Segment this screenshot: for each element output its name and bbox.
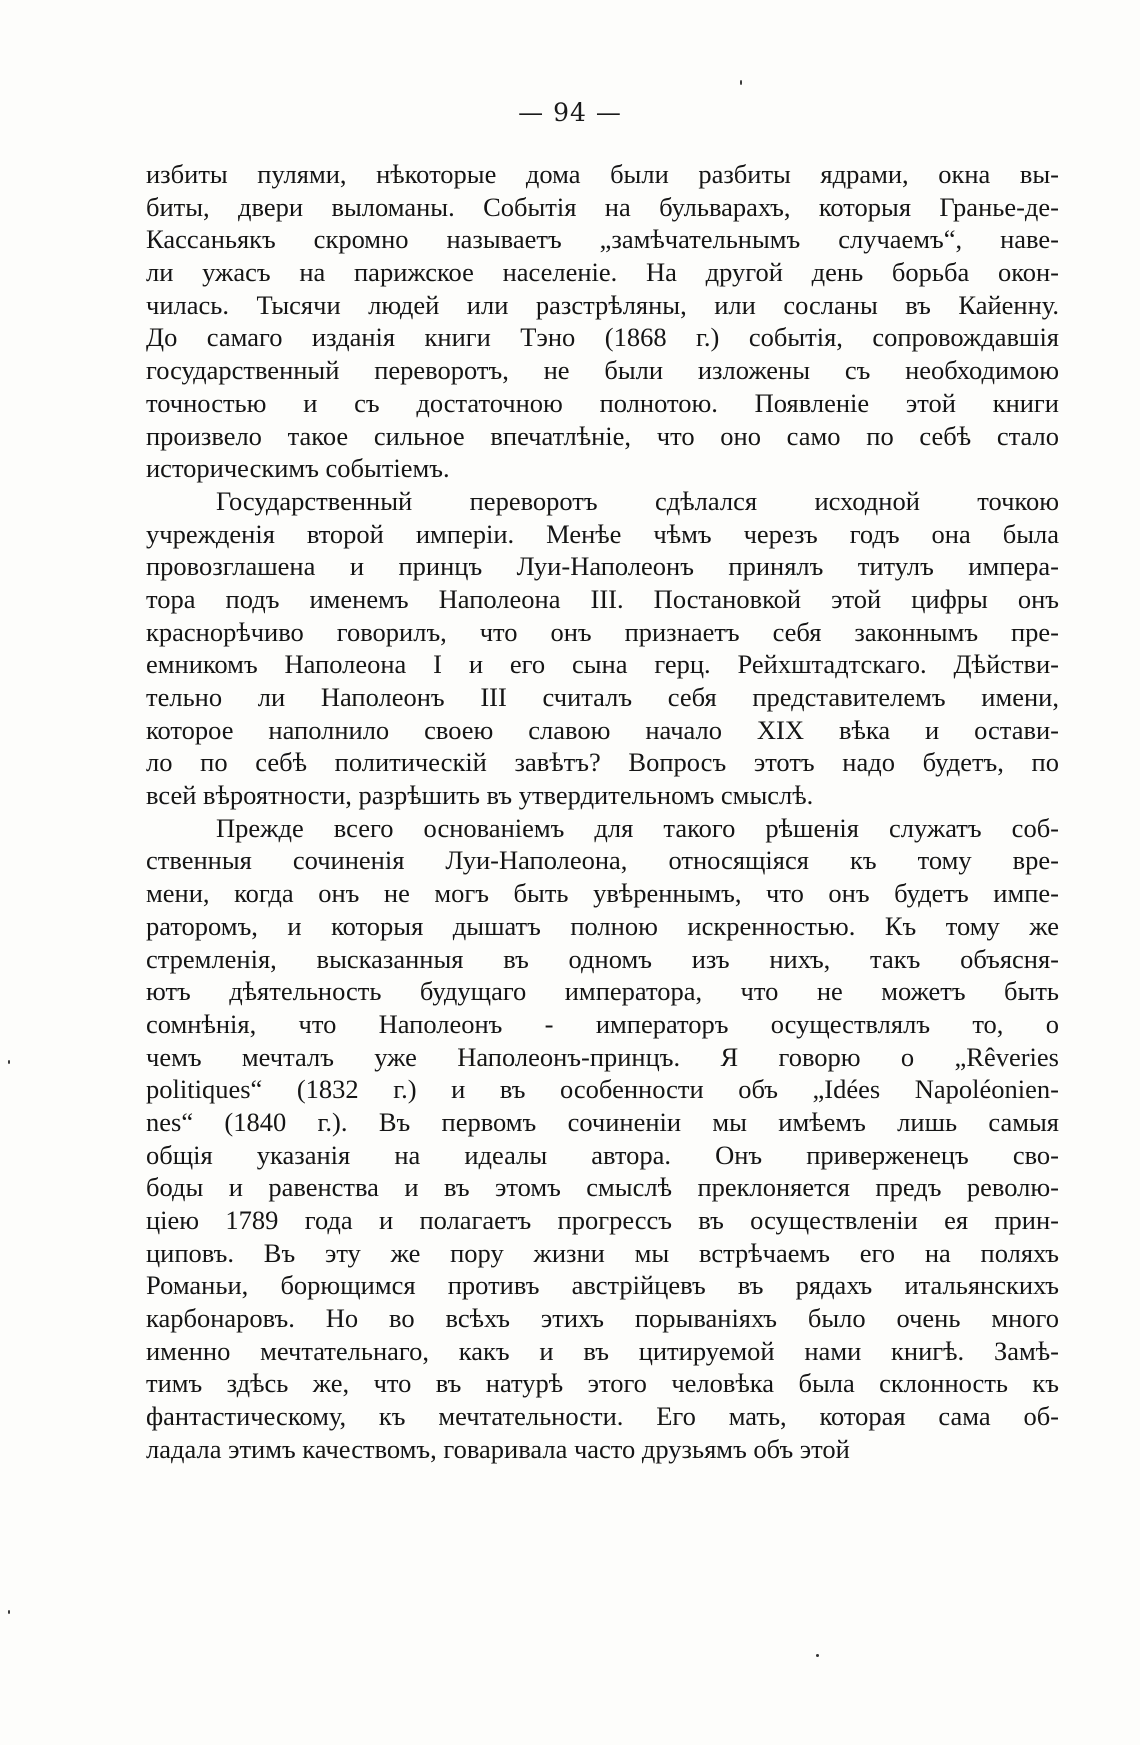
text-line: фантастическому, къ мечтательности. Его мать, которая сама об- (146, 1401, 1059, 1432)
text-line: точностью и съ достаточною полнотою. Появленіе этой книги (146, 387, 1059, 418)
text-line: ственныя сочиненія Луи-Наполеона, относящіяся къ тому вре- (146, 845, 1059, 876)
text-line: тельно ли Наполеонъ III считалъ себя представителемъ имени, (146, 682, 1059, 712)
text-line: ладала этимъ качествомъ, говаривала часто друзьямъ объ этой (146, 1433, 850, 1464)
text-line: Кассаньякъ скромно называетъ „замѣчательнымъ случаемъ“, наве- (146, 224, 1059, 255)
text-line: провозглашена и принцъ Луи-Наполеонъ принялъ титулъ импера- (146, 551, 1059, 582)
text-line: nes“ (1840 г.). Въ первомъ сочиненіи мы имѣемъ лишь самыя (146, 1106, 1059, 1137)
text-line: раторомъ, и которыя дышатъ полною искренностью. Къ тому же (146, 910, 1059, 941)
paragraph (146, 812, 1059, 1466)
text-line: Прежде всего основаніемъ для такого рѣшенія служатъ соб- (216, 812, 1059, 843)
text-line: историческимъ событіемъ. (146, 453, 450, 484)
text-line: тора подъ именемъ Наполеона III. Постановкой этой цифры онъ (146, 583, 1059, 614)
text-line: боды и равенства и въ этомъ смыслѣ преклоняется предъ револю- (146, 1172, 1059, 1203)
page-number: — 94 — (518, 98, 622, 127)
text-line: государственный переворотъ, не были изложены съ необходимою (146, 355, 1059, 386)
text-line: До самаго изданія книги Тэно (1868 г.) событія, сопровождавшія (146, 322, 1059, 353)
text-line: произвело такое сильное впечатлѣніе, что оно само по себѣ стало (146, 420, 1059, 451)
text-line: стремленія, высказанныя въ одномъ изъ нихъ, такъ объясня- (146, 943, 1059, 974)
text-line: которое наполнило своею славою начало XIX вѣка и остави- (146, 714, 1059, 745)
text-line: сомнѣнія, что Наполеонъ - императоръ осуществлялъ то, о (146, 1008, 1059, 1039)
text-line: емникомъ Наполеона I и его сына герц. Рейхштадтскаго. Дѣйстви- (146, 649, 1059, 680)
text-line: ло по себѣ политическій завѣтъ? Вопросъ этотъ надо будетъ, по (146, 747, 1059, 778)
text-line: Романьи, борющимся противъ австрійцевъ въ рядахъ итальянскихъ (146, 1270, 1059, 1301)
text-line: краснорѣчиво говорилъ, что онъ признаетъ себя законнымъ пре- (146, 616, 1059, 647)
text-line: циповъ. Въ эту же пору жизни мы встрѣчаемъ его на поляхъ (146, 1237, 1059, 1268)
scan-speck (740, 80, 742, 85)
text-line: ли ужасъ на парижское населеніе. На другой день борьба окон- (146, 257, 1059, 288)
text-line: карбонаровъ. Но во всѣхъ этихъ порываніяхъ было очень много (146, 1303, 1059, 1334)
text-line: учрежденія второй имперіи. Менѣе чѣмъ черезъ годъ она была (146, 518, 1059, 549)
text-line: всей вѣроятности, разрѣшить въ утвердительномъ смыслѣ. (146, 780, 814, 811)
scan-speck (8, 1060, 10, 1064)
text-line: именно мечтательнаго, какъ и въ цитируемой нами книгѣ. Замѣ- (146, 1335, 1059, 1366)
body-text (146, 158, 1059, 1466)
text-line: politiques“ (1832 г.) и въ особенности объ „Idées Napoléonien- (146, 1074, 1059, 1105)
text-line: ютъ дѣятельность будущаго императора, что не можетъ быть (146, 976, 1059, 1007)
scan-speck (8, 1610, 10, 1614)
text-line: чемъ мечталъ уже Наполеонъ-принцъ. Я говорю о „Rêveries (146, 1041, 1059, 1072)
text-line: биты, двери выломаны. Событія на бульварахъ, которыя Гранье-де- (146, 191, 1059, 222)
text-line: общія указанія на идеалы автора. Онъ приверженецъ сво- (146, 1139, 1059, 1170)
text-line: тимъ здѣсь же, что въ натурѣ этого человѣка была склонность къ (146, 1368, 1059, 1399)
paragraph (146, 158, 1059, 485)
text-line: чилась. Тысячи людей или разстрѣляны, или сосланы въ Кайенну. (146, 289, 1059, 320)
text-line: мени, когда онъ не могъ быть увѣреннымъ, что онъ будетъ импе- (146, 878, 1059, 909)
text-line: избиты пулями, нѣкоторые дома были разбиты ядрами, окна вы- (146, 159, 1059, 189)
scan-speck (816, 1654, 819, 1657)
text-line: ціею 1789 года и полагаетъ прогрессъ въ осуществленіи ея прин- (146, 1205, 1059, 1235)
paragraph (146, 485, 1059, 812)
text-line: Государственный переворотъ сдѣлался исходной точкою (216, 485, 1059, 516)
